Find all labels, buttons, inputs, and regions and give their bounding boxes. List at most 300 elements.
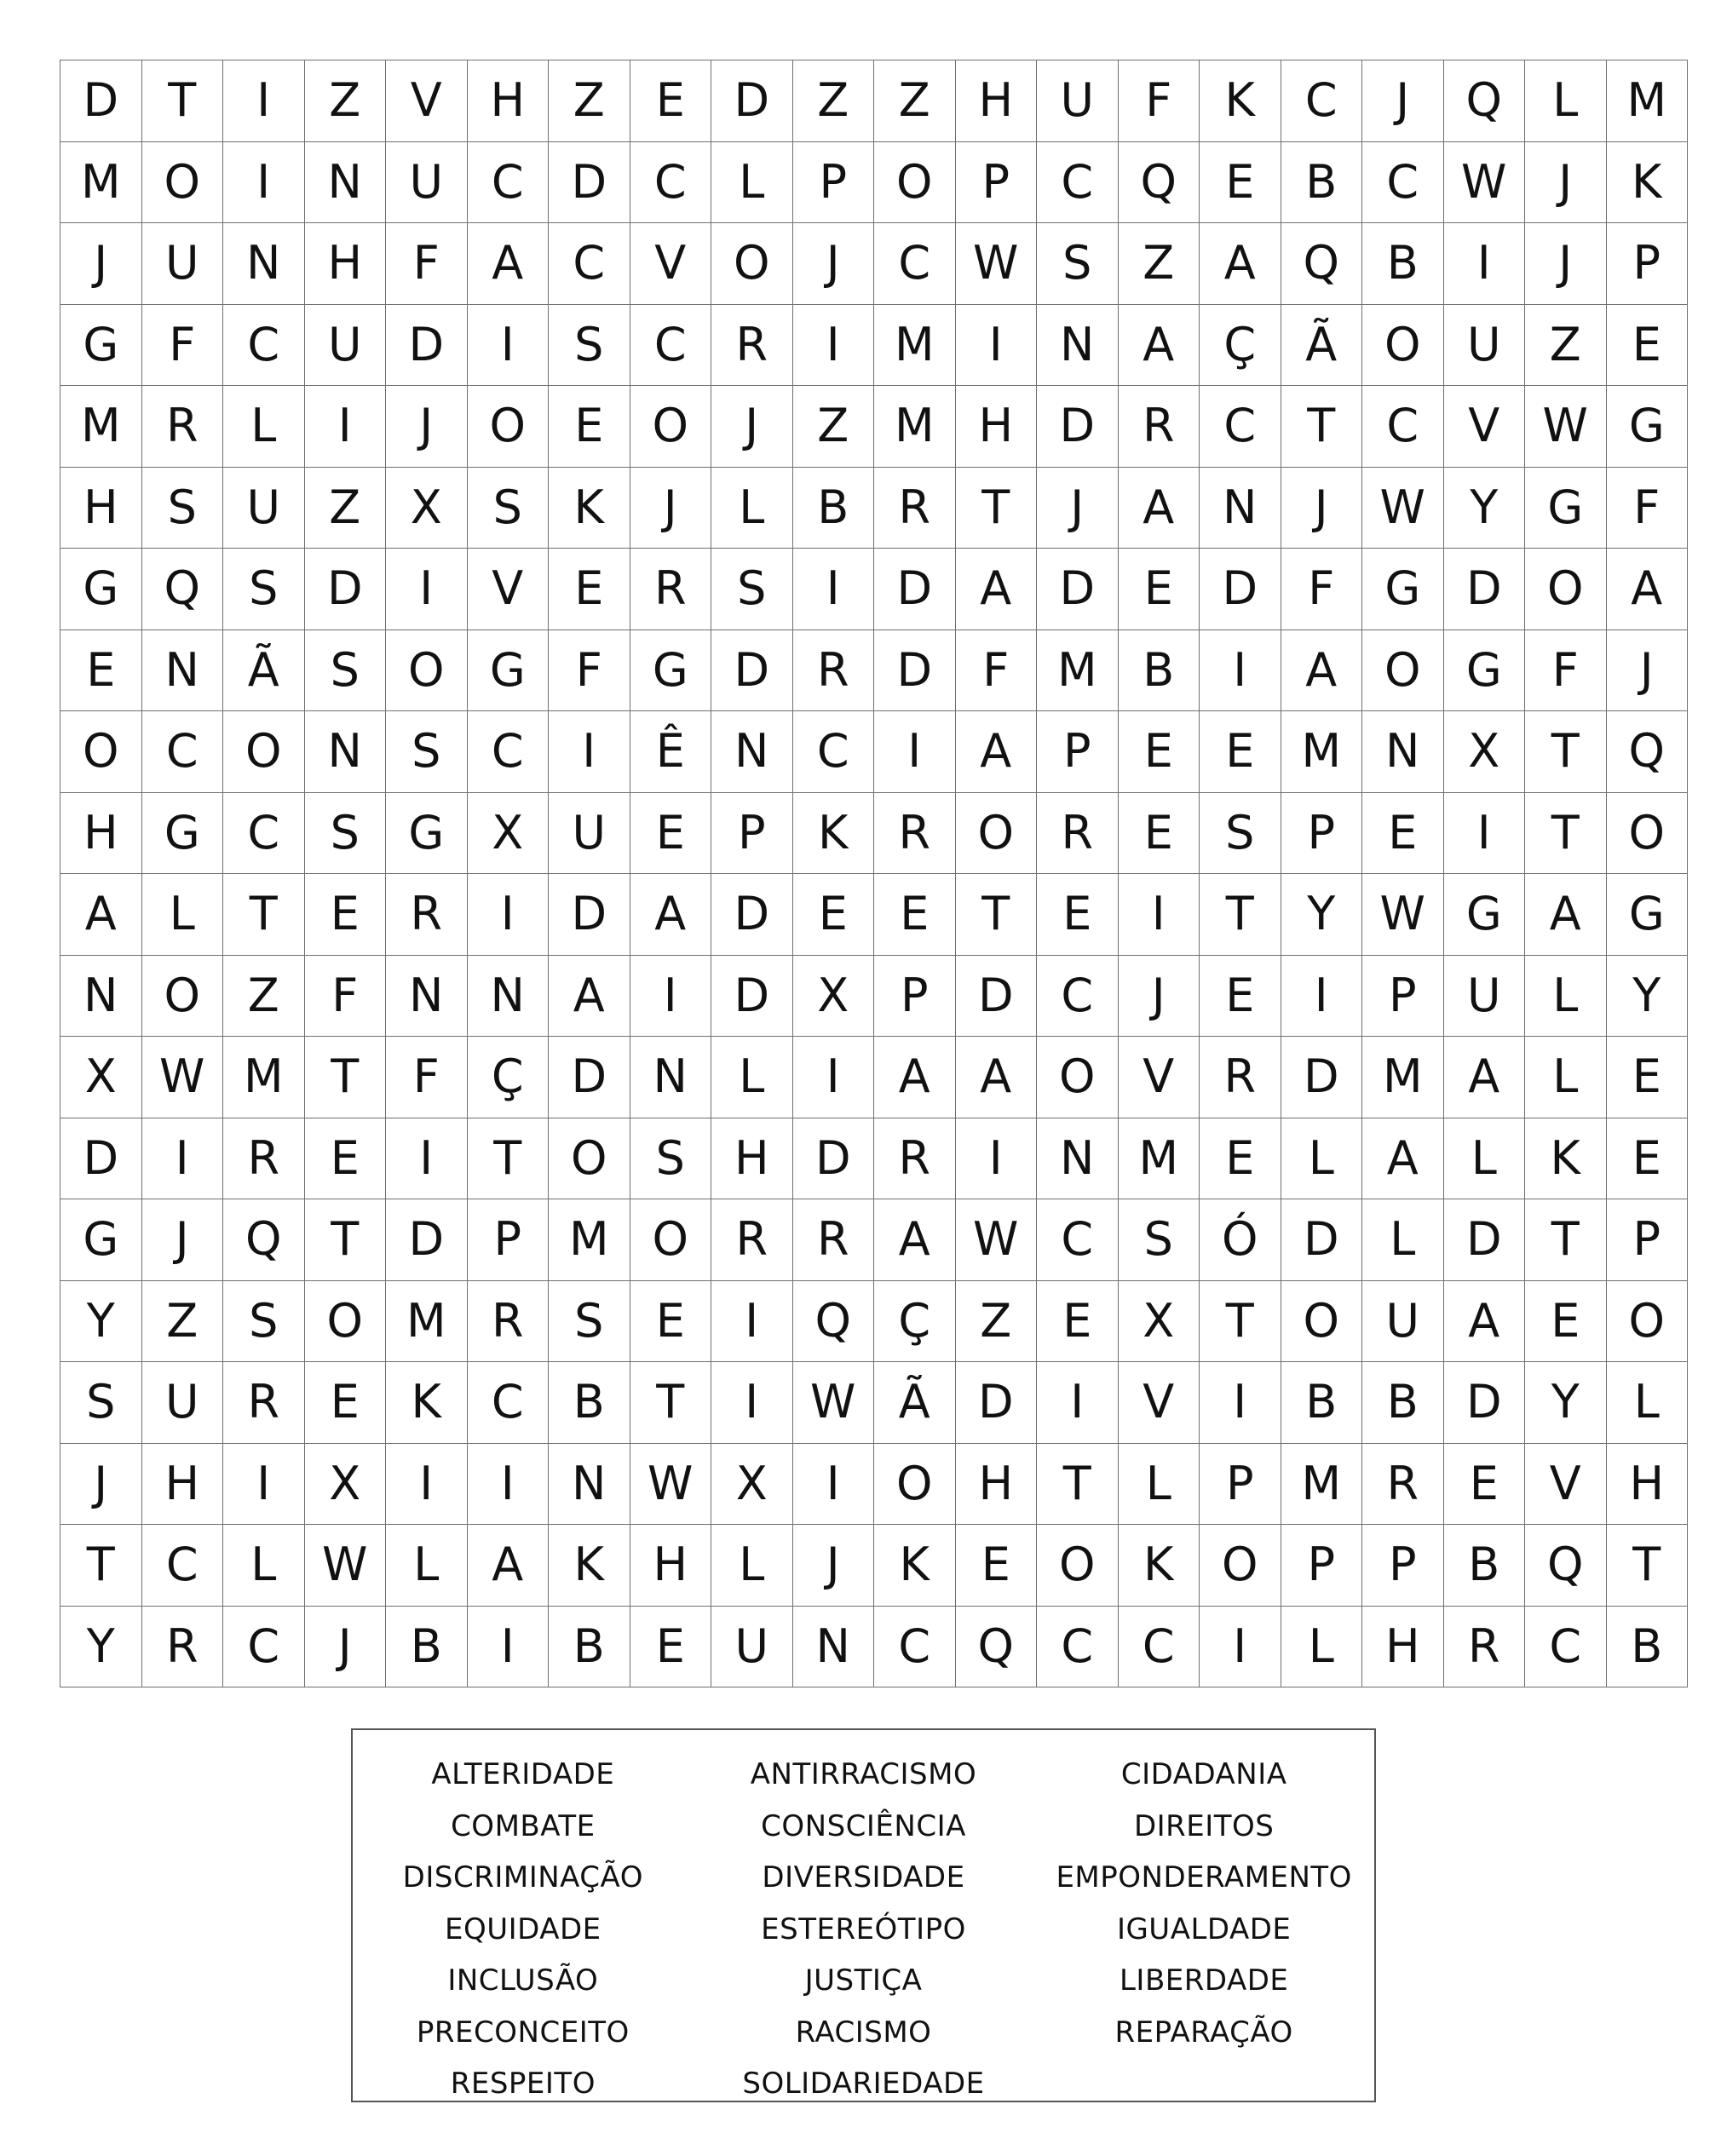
grid-letter-cell[interactable]: W — [141, 1037, 223, 1118]
grid-letter-cell[interactable]: T — [304, 1199, 386, 1281]
grid-letter-cell[interactable]: L — [711, 141, 793, 223]
grid-letter-cell[interactable]: S — [304, 792, 386, 874]
grid-letter-cell[interactable]: P — [1362, 1525, 1444, 1607]
grid-letter-cell[interactable]: O — [223, 711, 305, 793]
grid-letter-cell[interactable]: H — [141, 1443, 223, 1525]
grid-letter-cell[interactable]: E — [792, 874, 874, 956]
grid-letter-cell[interactable]: R — [1200, 1037, 1281, 1118]
grid-letter-cell[interactable]: J — [1606, 630, 1688, 711]
grid-letter-cell[interactable]: J — [1037, 467, 1119, 549]
grid-letter-cell[interactable]: D — [549, 874, 630, 956]
grid-letter-cell[interactable]: R — [711, 304, 793, 386]
grid-letter-cell[interactable]: A — [1606, 549, 1688, 630]
grid-letter-cell[interactable]: M — [1037, 630, 1119, 711]
grid-letter-cell[interactable]: N — [711, 711, 793, 793]
grid-letter-cell[interactable]: T — [1200, 874, 1281, 956]
grid-letter-cell[interactable]: C — [1525, 1606, 1607, 1687]
grid-letter-cell[interactable]: C — [223, 1606, 305, 1687]
grid-letter-cell[interactable]: I — [467, 1443, 549, 1525]
grid-letter-cell[interactable]: Q — [1443, 60, 1525, 142]
grid-letter-cell[interactable]: M — [1606, 60, 1688, 142]
grid-letter-cell[interactable]: N — [1362, 711, 1444, 793]
grid-letter-cell[interactable]: P — [1281, 1525, 1362, 1607]
grid-letter-cell[interactable]: A — [549, 955, 630, 1037]
grid-letter-cell[interactable]: E — [1118, 792, 1200, 874]
grid-letter-cell[interactable]: P — [955, 141, 1037, 223]
grid-letter-cell[interactable]: Q — [1525, 1525, 1607, 1607]
grid-letter-cell[interactable]: X — [60, 1037, 142, 1118]
grid-letter-cell[interactable]: B — [1443, 1525, 1525, 1607]
grid-letter-cell[interactable]: D — [386, 1199, 468, 1281]
grid-letter-cell[interactable]: E — [1606, 1037, 1688, 1118]
grid-letter-cell[interactable]: E — [1118, 711, 1200, 793]
grid-letter-cell[interactable]: C — [1362, 386, 1444, 468]
grid-letter-cell[interactable]: O — [549, 1118, 630, 1199]
grid-letter-cell[interactable]: U — [1362, 1280, 1444, 1362]
grid-letter-cell[interactable]: F — [1606, 467, 1688, 549]
grid-letter-cell[interactable]: M — [60, 386, 142, 468]
grid-letter-cell[interactable]: W — [1443, 141, 1525, 223]
grid-letter-cell[interactable]: P — [874, 955, 956, 1037]
grid-letter-cell[interactable]: Y — [60, 1280, 142, 1362]
grid-letter-cell[interactable]: G — [1362, 549, 1444, 630]
grid-letter-cell[interactable]: Q — [955, 1606, 1037, 1687]
grid-letter-cell[interactable]: T — [1525, 1199, 1607, 1281]
grid-letter-cell[interactable]: E — [630, 1280, 711, 1362]
grid-letter-cell[interactable]: A — [1362, 1118, 1444, 1199]
grid-letter-cell[interactable]: B — [1281, 141, 1362, 223]
grid-letter-cell[interactable]: N — [60, 955, 142, 1037]
grid-letter-cell[interactable]: E — [1362, 792, 1444, 874]
grid-letter-cell[interactable]: D — [1443, 1199, 1525, 1281]
grid-letter-cell[interactable]: K — [792, 792, 874, 874]
grid-letter-cell[interactable]: O — [467, 386, 549, 468]
grid-letter-cell[interactable]: P — [1200, 1443, 1281, 1525]
grid-letter-cell[interactable]: R — [223, 1118, 305, 1199]
grid-letter-cell[interactable]: S — [1118, 1199, 1200, 1281]
grid-letter-cell[interactable]: E — [1200, 711, 1281, 793]
grid-letter-cell[interactable]: E — [1606, 1118, 1688, 1199]
grid-letter-cell[interactable]: K — [1606, 141, 1688, 223]
grid-letter-cell[interactable]: L — [223, 386, 305, 468]
grid-letter-cell[interactable]: G — [1525, 467, 1607, 549]
grid-letter-cell[interactable]: I — [1281, 955, 1362, 1037]
grid-letter-cell[interactable]: I — [386, 1118, 468, 1199]
grid-letter-cell[interactable]: E — [1525, 1280, 1607, 1362]
grid-letter-cell[interactable]: B — [386, 1606, 468, 1687]
grid-letter-cell[interactable]: G — [60, 1199, 142, 1281]
grid-letter-cell[interactable]: L — [1525, 60, 1607, 142]
grid-letter-cell[interactable]: U — [304, 304, 386, 386]
grid-letter-cell[interactable]: S — [1200, 792, 1281, 874]
grid-letter-cell[interactable]: D — [711, 955, 793, 1037]
grid-letter-cell[interactable]: M — [1281, 1443, 1362, 1525]
grid-letter-cell[interactable]: F — [386, 1037, 468, 1118]
grid-letter-cell[interactable]: O — [60, 711, 142, 793]
grid-letter-cell[interactable]: N — [386, 955, 468, 1037]
grid-letter-cell[interactable]: X — [711, 1443, 793, 1525]
grid-letter-cell[interactable]: M — [1362, 1037, 1444, 1118]
grid-letter-cell[interactable]: L — [1281, 1118, 1362, 1199]
grid-letter-cell[interactable]: Z — [955, 1280, 1037, 1362]
grid-letter-cell[interactable]: L — [141, 874, 223, 956]
grid-letter-cell[interactable]: C — [223, 792, 305, 874]
grid-letter-cell[interactable]: C — [1281, 60, 1362, 142]
grid-letter-cell[interactable]: E — [60, 630, 142, 711]
grid-letter-cell[interactable]: C — [792, 711, 874, 793]
grid-letter-cell[interactable]: D — [1443, 549, 1525, 630]
grid-letter-cell[interactable]: O — [1281, 1280, 1362, 1362]
grid-letter-cell[interactable]: R — [630, 549, 711, 630]
grid-letter-cell[interactable]: D — [304, 549, 386, 630]
grid-letter-cell[interactable]: D — [1200, 549, 1281, 630]
grid-letter-cell[interactable]: S — [549, 1280, 630, 1362]
grid-letter-cell[interactable]: I — [792, 1037, 874, 1118]
grid-letter-cell[interactable]: I — [304, 386, 386, 468]
grid-letter-cell[interactable]: F — [549, 630, 630, 711]
grid-letter-cell[interactable]: Z — [304, 60, 386, 142]
grid-letter-cell[interactable]: E — [630, 1606, 711, 1687]
grid-letter-cell[interactable]: J — [711, 386, 793, 468]
grid-letter-cell[interactable]: W — [792, 1362, 874, 1444]
grid-letter-cell[interactable]: Z — [223, 955, 305, 1037]
grid-letter-cell[interactable]: Ã — [874, 1362, 956, 1444]
grid-letter-cell[interactable]: I — [955, 304, 1037, 386]
grid-letter-cell[interactable]: A — [955, 711, 1037, 793]
grid-letter-cell[interactable]: W — [630, 1443, 711, 1525]
grid-letter-cell[interactable]: M — [549, 1199, 630, 1281]
grid-letter-cell[interactable]: D — [1037, 549, 1119, 630]
grid-letter-cell[interactable]: B — [549, 1606, 630, 1687]
grid-letter-cell[interactable]: L — [386, 1525, 468, 1607]
grid-letter-cell[interactable]: Q — [1118, 141, 1200, 223]
grid-letter-cell[interactable]: L — [711, 1525, 793, 1607]
grid-letter-cell[interactable]: I — [386, 549, 468, 630]
grid-letter-cell[interactable]: C — [141, 1525, 223, 1607]
grid-letter-cell[interactable]: O — [304, 1280, 386, 1362]
grid-letter-cell[interactable]: P — [1281, 792, 1362, 874]
grid-letter-cell[interactable]: N — [1037, 1118, 1119, 1199]
grid-letter-cell[interactable]: J — [1362, 60, 1444, 142]
grid-letter-cell[interactable]: I — [711, 1362, 793, 1444]
grid-letter-cell[interactable]: C — [223, 304, 305, 386]
grid-letter-cell[interactable]: L — [1525, 1037, 1607, 1118]
grid-letter-cell[interactable]: I — [223, 1443, 305, 1525]
grid-letter-cell[interactable]: R — [792, 630, 874, 711]
grid-letter-cell[interactable]: Ó — [1200, 1199, 1281, 1281]
grid-letter-cell[interactable]: V — [1443, 386, 1525, 468]
grid-letter-cell[interactable]: A — [1443, 1037, 1525, 1118]
grid-letter-cell[interactable]: O — [1037, 1037, 1119, 1118]
grid-letter-cell[interactable]: I — [1200, 630, 1281, 711]
grid-letter-cell[interactable]: E — [874, 874, 956, 956]
grid-letter-cell[interactable]: A — [874, 1037, 956, 1118]
grid-letter-cell[interactable]: E — [304, 1118, 386, 1199]
grid-letter-cell[interactable]: X — [792, 955, 874, 1037]
grid-letter-cell[interactable]: Y — [1443, 467, 1525, 549]
grid-letter-cell[interactable]: P — [711, 792, 793, 874]
grid-letter-cell[interactable]: L — [1281, 1606, 1362, 1687]
grid-letter-cell[interactable]: P — [1362, 955, 1444, 1037]
grid-letter-cell[interactable]: I — [386, 1443, 468, 1525]
grid-letter-cell[interactable]: Z — [874, 60, 956, 142]
grid-letter-cell[interactable]: U — [141, 223, 223, 305]
grid-letter-cell[interactable]: B — [549, 1362, 630, 1444]
grid-letter-cell[interactable]: H — [1606, 1443, 1688, 1525]
grid-letter-cell[interactable]: L — [1362, 1199, 1444, 1281]
grid-letter-cell[interactable]: X — [1443, 711, 1525, 793]
grid-letter-cell[interactable]: O — [141, 955, 223, 1037]
grid-letter-cell[interactable]: G — [1443, 874, 1525, 956]
grid-letter-cell[interactable]: R — [1037, 792, 1119, 874]
grid-letter-cell[interactable]: J — [630, 467, 711, 549]
grid-letter-cell[interactable]: I — [792, 304, 874, 386]
grid-letter-cell[interactable]: E — [1443, 1443, 1525, 1525]
grid-letter-cell[interactable]: D — [60, 1118, 142, 1199]
grid-letter-cell[interactable]: Ç — [1200, 304, 1281, 386]
grid-letter-cell[interactable]: F — [1118, 60, 1200, 142]
grid-letter-cell[interactable]: R — [792, 1199, 874, 1281]
grid-letter-cell[interactable]: I — [1200, 1362, 1281, 1444]
grid-letter-cell[interactable]: N — [141, 630, 223, 711]
grid-letter-cell[interactable]: Y — [1606, 955, 1688, 1037]
grid-letter-cell[interactable]: H — [1362, 1606, 1444, 1687]
grid-letter-cell[interactable]: A — [60, 874, 142, 956]
grid-letter-cell[interactable]: B — [1118, 630, 1200, 711]
grid-letter-cell[interactable]: C — [141, 711, 223, 793]
grid-letter-cell[interactable]: M — [223, 1037, 305, 1118]
grid-letter-cell[interactable]: C — [467, 1362, 549, 1444]
grid-letter-cell[interactable]: J — [386, 386, 468, 468]
grid-letter-cell[interactable]: E — [549, 549, 630, 630]
grid-letter-cell[interactable]: V — [386, 60, 468, 142]
grid-letter-cell[interactable]: E — [955, 1525, 1037, 1607]
grid-letter-cell[interactable]: R — [874, 1118, 956, 1199]
grid-letter-cell[interactable]: N — [304, 141, 386, 223]
grid-letter-cell[interactable]: I — [955, 1118, 1037, 1199]
grid-letter-cell[interactable]: C — [1037, 1199, 1119, 1281]
grid-letter-cell[interactable]: M — [874, 386, 956, 468]
grid-letter-cell[interactable]: O — [1606, 1280, 1688, 1362]
grid-letter-cell[interactable]: B — [1362, 223, 1444, 305]
grid-letter-cell[interactable]: T — [304, 1037, 386, 1118]
grid-letter-cell[interactable]: V — [467, 549, 549, 630]
grid-letter-cell[interactable]: O — [630, 386, 711, 468]
grid-letter-cell[interactable]: Ç — [874, 1280, 956, 1362]
grid-letter-cell[interactable]: X — [1118, 1280, 1200, 1362]
grid-letter-cell[interactable]: Z — [1118, 223, 1200, 305]
grid-letter-cell[interactable]: B — [1362, 1362, 1444, 1444]
grid-letter-cell[interactable]: E — [1606, 304, 1688, 386]
grid-letter-cell[interactable]: C — [467, 141, 549, 223]
grid-letter-cell[interactable]: A — [467, 223, 549, 305]
grid-letter-cell[interactable]: C — [630, 141, 711, 223]
grid-letter-cell[interactable]: R — [141, 1606, 223, 1687]
grid-letter-cell[interactable]: H — [60, 792, 142, 874]
grid-letter-cell[interactable]: D — [874, 630, 956, 711]
grid-letter-cell[interactable]: D — [549, 141, 630, 223]
grid-letter-cell[interactable]: W — [1362, 467, 1444, 549]
grid-letter-cell[interactable]: R — [386, 874, 468, 956]
grid-letter-cell[interactable]: D — [1281, 1199, 1362, 1281]
grid-letter-cell[interactable]: N — [223, 223, 305, 305]
grid-letter-cell[interactable]: R — [223, 1362, 305, 1444]
grid-letter-cell[interactable]: Q — [1281, 223, 1362, 305]
grid-letter-cell[interactable]: C — [1362, 141, 1444, 223]
grid-letter-cell[interactable]: L — [1118, 1443, 1200, 1525]
grid-letter-cell[interactable]: R — [1362, 1443, 1444, 1525]
grid-letter-cell[interactable]: H — [467, 60, 549, 142]
grid-letter-cell[interactable]: D — [711, 874, 793, 956]
grid-letter-cell[interactable]: M — [1118, 1118, 1200, 1199]
grid-letter-cell[interactable]: P — [467, 1199, 549, 1281]
grid-letter-cell[interactable]: O — [1200, 1525, 1281, 1607]
grid-letter-cell[interactable]: H — [955, 1443, 1037, 1525]
grid-letter-cell[interactable]: V — [630, 223, 711, 305]
grid-letter-cell[interactable]: G — [1606, 386, 1688, 468]
grid-letter-cell[interactable]: U — [711, 1606, 793, 1687]
grid-letter-cell[interactable]: Z — [792, 386, 874, 468]
grid-letter-cell[interactable]: Y — [60, 1606, 142, 1687]
grid-letter-cell[interactable]: G — [630, 630, 711, 711]
grid-letter-cell[interactable]: Z — [549, 60, 630, 142]
grid-letter-cell[interactable]: I — [467, 874, 549, 956]
grid-letter-cell[interactable]: T — [1200, 1280, 1281, 1362]
grid-letter-cell[interactable]: Q — [1606, 711, 1688, 793]
grid-letter-cell[interactable]: Q — [141, 549, 223, 630]
grid-letter-cell[interactable]: A — [874, 1199, 956, 1281]
grid-letter-cell[interactable]: U — [386, 141, 468, 223]
grid-letter-cell[interactable]: I — [1200, 1606, 1281, 1687]
grid-letter-cell[interactable]: O — [386, 630, 468, 711]
grid-letter-cell[interactable]: A — [1525, 874, 1607, 956]
grid-letter-cell[interactable]: I — [141, 1118, 223, 1199]
grid-letter-cell[interactable]: U — [1037, 60, 1119, 142]
grid-letter-cell[interactable]: F — [386, 223, 468, 305]
grid-letter-cell[interactable]: M — [874, 304, 956, 386]
grid-letter-cell[interactable]: F — [1281, 549, 1362, 630]
grid-letter-cell[interactable]: Y — [1525, 1362, 1607, 1444]
grid-letter-cell[interactable]: K — [549, 1525, 630, 1607]
grid-letter-cell[interactable]: J — [60, 223, 142, 305]
grid-letter-cell[interactable]: I — [792, 1443, 874, 1525]
grid-letter-cell[interactable]: I — [1037, 1362, 1119, 1444]
grid-letter-cell[interactable]: O — [874, 141, 956, 223]
grid-letter-cell[interactable]: A — [1281, 630, 1362, 711]
grid-letter-cell[interactable]: A — [630, 874, 711, 956]
grid-letter-cell[interactable]: Q — [792, 1280, 874, 1362]
grid-letter-cell[interactable]: R — [874, 467, 956, 549]
grid-letter-cell[interactable]: F — [955, 630, 1037, 711]
grid-letter-cell[interactable]: C — [874, 223, 956, 305]
grid-letter-cell[interactable]: D — [792, 1118, 874, 1199]
grid-letter-cell[interactable]: T — [1606, 1525, 1688, 1607]
grid-letter-cell[interactable]: W — [955, 223, 1037, 305]
grid-letter-cell[interactable]: E — [1200, 1118, 1281, 1199]
grid-letter-cell[interactable]: W — [304, 1525, 386, 1607]
grid-letter-cell[interactable]: V — [1118, 1362, 1200, 1444]
grid-letter-cell[interactable]: K — [1525, 1118, 1607, 1199]
grid-letter-cell[interactable]: O — [1525, 549, 1607, 630]
grid-letter-cell[interactable]: N — [304, 711, 386, 793]
grid-letter-cell[interactable]: Z — [792, 60, 874, 142]
grid-letter-cell[interactable]: D — [1443, 1362, 1525, 1444]
grid-letter-cell[interactable]: S — [549, 304, 630, 386]
grid-letter-cell[interactable]: N — [467, 955, 549, 1037]
grid-letter-cell[interactable]: S — [630, 1118, 711, 1199]
grid-letter-cell[interactable]: I — [467, 1606, 549, 1687]
grid-letter-cell[interactable]: V — [1118, 1037, 1200, 1118]
grid-letter-cell[interactable]: D — [60, 60, 142, 142]
grid-letter-cell[interactable]: J — [792, 1525, 874, 1607]
grid-letter-cell[interactable]: I — [1118, 874, 1200, 956]
grid-letter-cell[interactable]: U — [1443, 304, 1525, 386]
grid-letter-cell[interactable]: Z — [141, 1280, 223, 1362]
grid-letter-cell[interactable]: E — [1037, 874, 1119, 956]
grid-letter-cell[interactable]: S — [386, 711, 468, 793]
grid-letter-cell[interactable]: X — [467, 792, 549, 874]
grid-letter-cell[interactable]: D — [1281, 1037, 1362, 1118]
grid-letter-cell[interactable]: J — [1281, 467, 1362, 549]
grid-letter-cell[interactable]: O — [630, 1199, 711, 1281]
grid-letter-cell[interactable]: G — [141, 792, 223, 874]
grid-letter-cell[interactable]: T — [1525, 792, 1607, 874]
grid-letter-cell[interactable]: P — [1037, 711, 1119, 793]
grid-letter-cell[interactable]: J — [141, 1199, 223, 1281]
grid-letter-cell[interactable]: I — [711, 1280, 793, 1362]
grid-letter-cell[interactable]: D — [955, 1362, 1037, 1444]
grid-letter-cell[interactable]: O — [1606, 792, 1688, 874]
grid-letter-cell[interactable]: T — [1525, 711, 1607, 793]
grid-letter-cell[interactable]: G — [1443, 630, 1525, 711]
grid-letter-cell[interactable]: A — [1118, 304, 1200, 386]
grid-letter-cell[interactable]: O — [1362, 630, 1444, 711]
grid-letter-cell[interactable]: K — [1200, 60, 1281, 142]
grid-letter-cell[interactable]: N — [1200, 467, 1281, 549]
grid-letter-cell[interactable]: M — [386, 1280, 468, 1362]
grid-letter-cell[interactable]: M — [60, 141, 142, 223]
grid-letter-cell[interactable]: F — [1525, 630, 1607, 711]
grid-letter-cell[interactable]: G — [386, 792, 468, 874]
grid-letter-cell[interactable]: S — [223, 549, 305, 630]
grid-letter-cell[interactable]: R — [711, 1199, 793, 1281]
grid-letter-cell[interactable]: U — [1443, 955, 1525, 1037]
grid-letter-cell[interactable]: C — [874, 1606, 956, 1687]
grid-letter-cell[interactable]: E — [1200, 955, 1281, 1037]
grid-letter-cell[interactable]: I — [1443, 223, 1525, 305]
grid-letter-cell[interactable]: G — [1606, 874, 1688, 956]
grid-letter-cell[interactable]: P — [1606, 223, 1688, 305]
grid-letter-cell[interactable]: C — [1037, 1606, 1119, 1687]
grid-letter-cell[interactable]: Ê — [630, 711, 711, 793]
grid-letter-cell[interactable]: S — [60, 1362, 142, 1444]
grid-letter-cell[interactable]: J — [1118, 955, 1200, 1037]
grid-letter-cell[interactable]: M — [1281, 711, 1362, 793]
grid-letter-cell[interactable]: C — [1200, 386, 1281, 468]
grid-letter-cell[interactable]: G — [60, 549, 142, 630]
grid-letter-cell[interactable]: J — [792, 223, 874, 305]
grid-letter-cell[interactable]: T — [955, 467, 1037, 549]
grid-letter-cell[interactable]: D — [874, 549, 956, 630]
grid-letter-cell[interactable]: O — [1362, 304, 1444, 386]
grid-letter-cell[interactable]: K — [1118, 1525, 1200, 1607]
grid-letter-cell[interactable]: S — [304, 630, 386, 711]
grid-letter-cell[interactable]: W — [955, 1199, 1037, 1281]
grid-letter-cell[interactable]: B — [1281, 1362, 1362, 1444]
grid-letter-cell[interactable]: T — [467, 1118, 549, 1199]
grid-letter-cell[interactable]: B — [1606, 1606, 1688, 1687]
grid-letter-cell[interactable]: N — [549, 1443, 630, 1525]
